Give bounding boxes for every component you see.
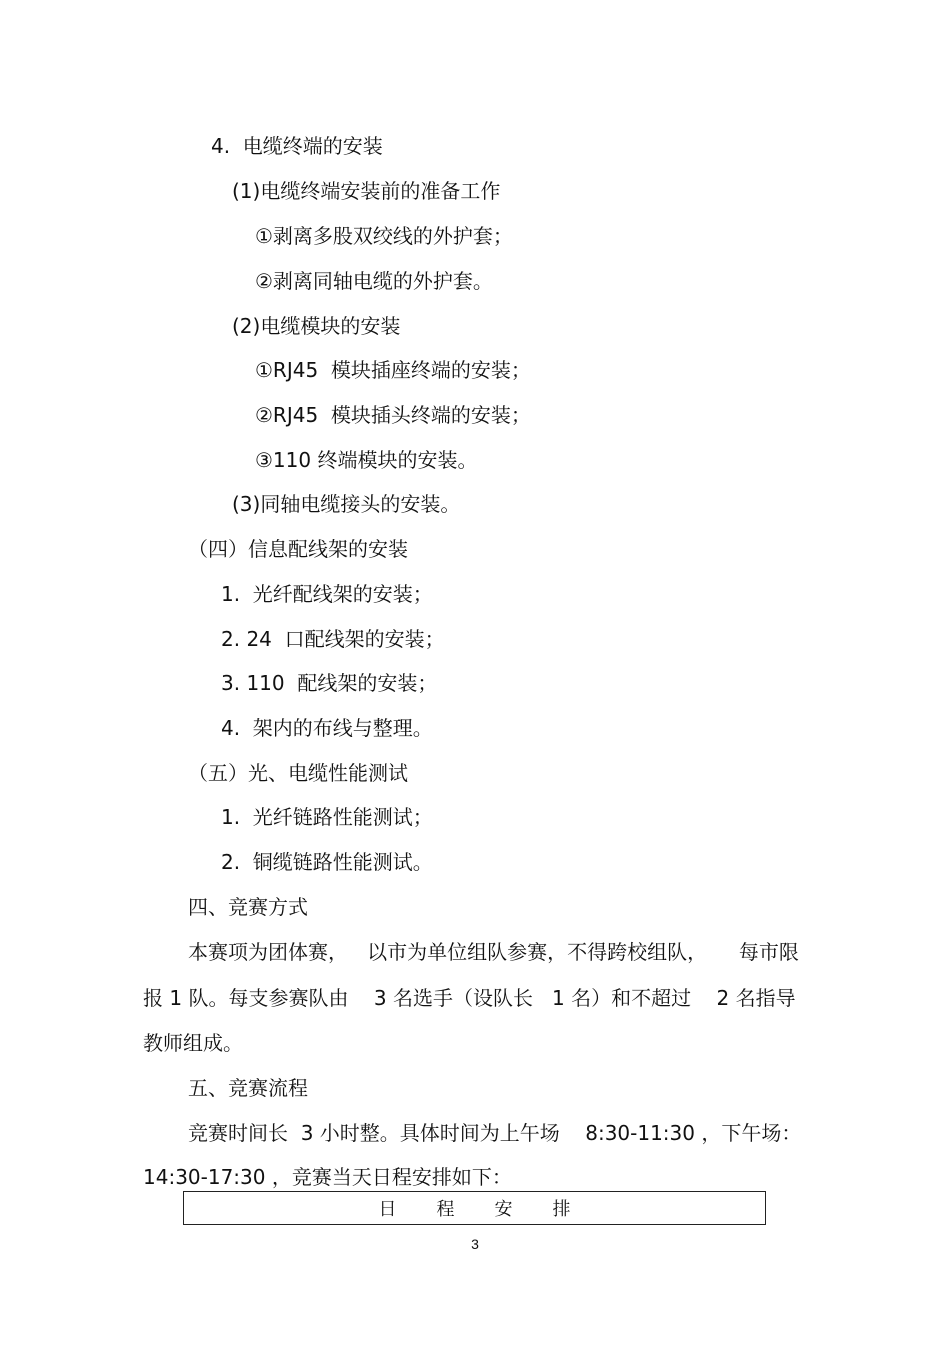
competition-process-heading: 五、竞赛流程: [188, 1076, 308, 1100]
section-4-heading: 4. 电缆终端的安装: [211, 134, 383, 158]
schedule-title: 日程安排: [378, 1199, 611, 1220]
paragraph-line: 教师组成。: [143, 1031, 243, 1055]
section-four-heading: （四）信息配线架的安装: [188, 537, 408, 561]
section-five-heading: （五）光、电缆性能测试: [188, 761, 408, 785]
page-number: 3: [471, 1236, 479, 1252]
list-item: 2. 铜缆链路性能测试。: [221, 850, 433, 874]
competition-format-heading: 四、竞赛方式: [188, 895, 308, 919]
list-item: ②RJ45 模块插头终端的安装；: [255, 403, 531, 427]
paragraph-line: 竞赛时间长 3 小时整。具体时间为上午场 8:30-11:30 ，下午场：: [188, 1121, 802, 1145]
subsection-1-heading: (1)电缆终端安装前的准备工作: [232, 179, 501, 203]
paragraph-line: 14:30-17:30 ，竞赛当天日程安排如下：: [143, 1165, 512, 1189]
list-item: ③110 终端模块的安装。: [255, 448, 478, 472]
list-item: 2. 24 口配线架的安装；: [221, 627, 445, 651]
list-item: 1. 光纤配线架的安装；: [221, 582, 433, 606]
list-item: ①RJ45 模块插座终端的安装；: [255, 358, 531, 382]
paragraph-line: 报 1 队。每支参赛队由 3 名选手（设队长 1 名）和不超过 2 名指导: [143, 986, 796, 1010]
schedule-table-header: [183, 1191, 766, 1225]
paragraph-line: 本赛项为团体赛， 以市为单位组队参赛，不得跨校组队， 每市限: [188, 940, 799, 964]
subsection-3-heading: (3)同轴电缆接头的安装。: [232, 492, 461, 516]
list-item: 4. 架内的布线与整理。: [221, 716, 433, 740]
list-item: 1. 光纤链路性能测试；: [221, 805, 433, 829]
list-item: ①剥离多股双绞线的外护套；: [255, 224, 513, 248]
list-item: ②剥离同轴电缆的外护套。: [255, 269, 493, 293]
subsection-2-heading: (2)电缆模块的安装: [232, 314, 401, 338]
list-item: 3. 110 配线架的安装；: [221, 671, 438, 695]
